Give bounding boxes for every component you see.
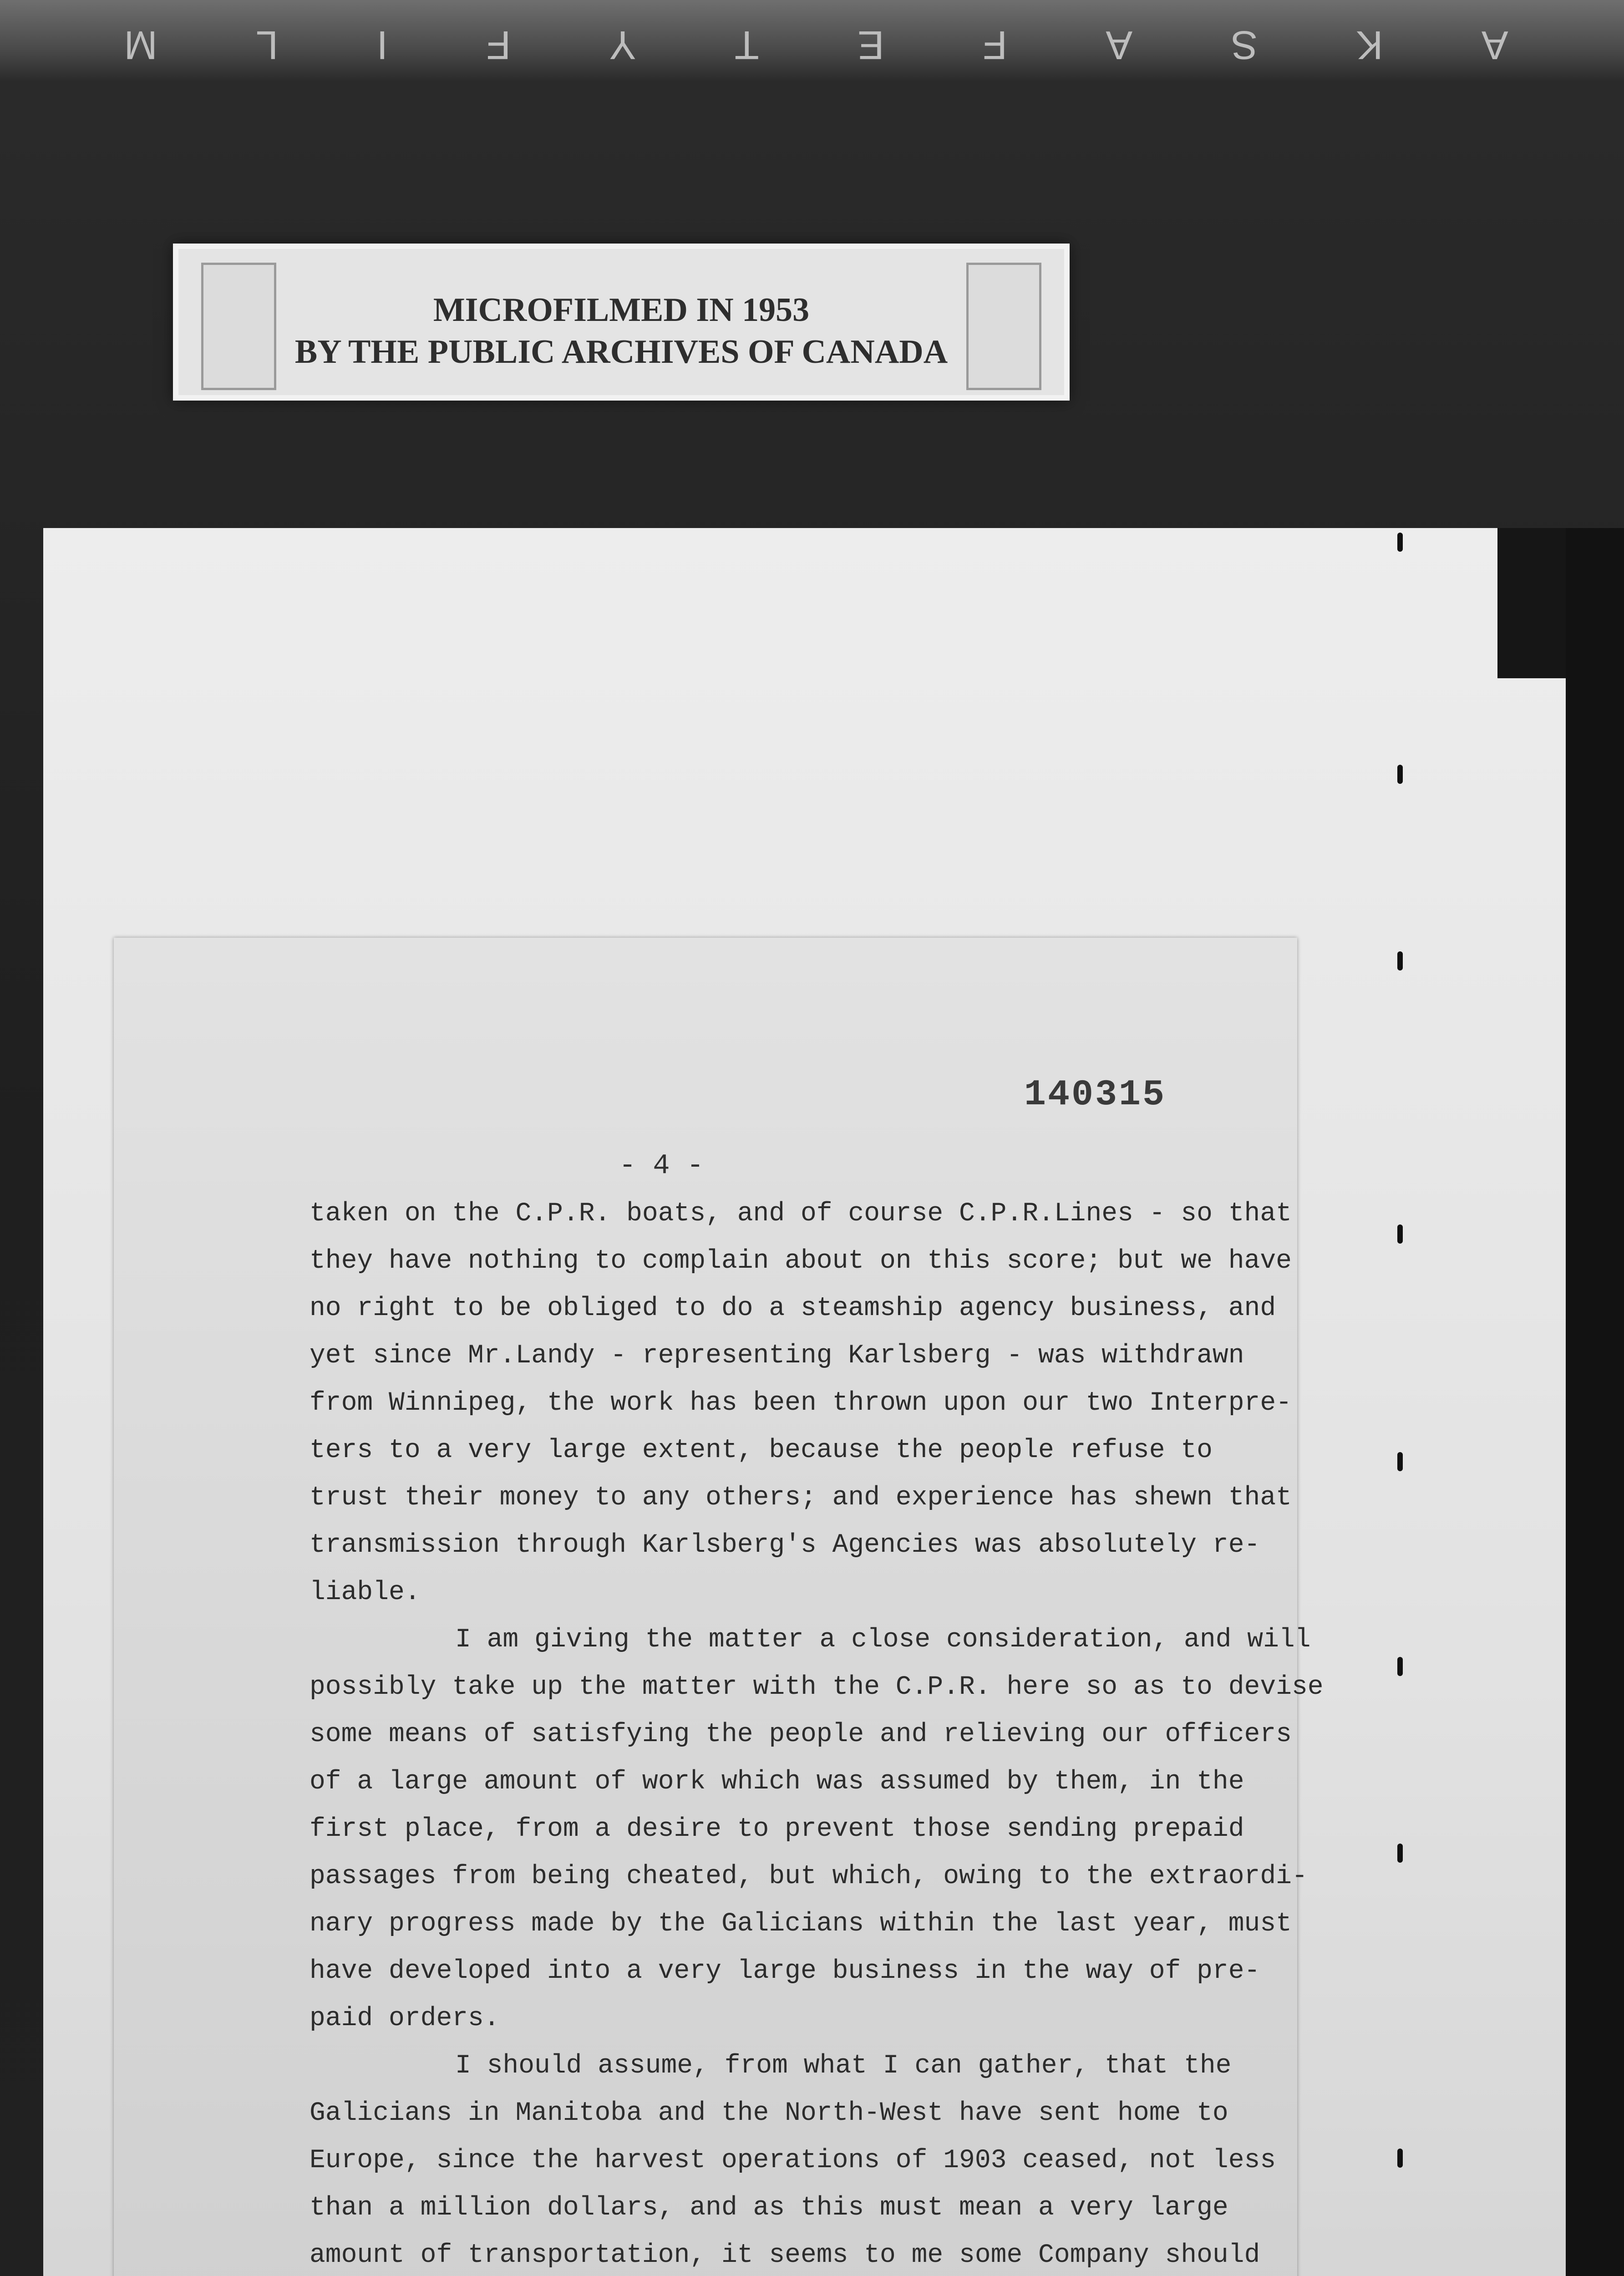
edge-letter: S — [1223, 23, 1258, 68]
film-edge-text — [0, 14, 1624, 68]
text-line: nary progress made by the Galicians within the last year, must — [310, 1909, 1292, 1939]
text-line: I am giving the matter a close consideration, and will — [455, 1625, 1311, 1655]
page-number: - 4 - — [619, 1149, 704, 1182]
text-line: Galicians in Manitoba and the North-West have sent home to — [310, 2098, 1228, 2128]
text-line: no right to be obliged to do a steamship agency business, and — [310, 1294, 1276, 1323]
punch-hole — [1397, 951, 1403, 970]
punch-hole — [1397, 1657, 1403, 1676]
text-line: of a large amount of work which was assumed by them, in the — [310, 1767, 1244, 1797]
film-edge — [0, 0, 1624, 82]
text-line: Europe, since the harvest operations of 1903 ceased, not less — [310, 2146, 1276, 2175]
text-line: have developed into a very large business in the way of pre- — [310, 1956, 1260, 1986]
edge-letter: I — [368, 23, 388, 68]
text-line: amount of transportation, it seems to me some Company should — [310, 2240, 1260, 2270]
paragraph-2 — [310, 1616, 1324, 2042]
edge-letter: F — [974, 23, 1007, 68]
text-line: they have nothing to complain about on this score; but we have — [310, 1246, 1292, 1276]
punch-hole — [1397, 1844, 1403, 1863]
edge-letter: E — [849, 23, 884, 68]
text-line: passages from being cheated, but which, owing to the extraordi- — [310, 1862, 1308, 1891]
punch-hole — [1397, 1224, 1403, 1244]
edge-letter: A — [1473, 23, 1508, 68]
archive-stamp — [173, 244, 1070, 401]
edge-letter: Y — [601, 23, 636, 68]
text-line: from Winnipeg, the work has been thrown upon our two Interpre- — [310, 1388, 1292, 1418]
text-line: trust their money to any others; and experience has shewn that — [310, 1483, 1292, 1513]
edge-letter: F — [478, 23, 511, 68]
text-line: first place, from a desire to prevent those sending prepaid — [310, 1814, 1244, 1844]
stamp-text — [178, 289, 1064, 373]
text-line: I should assume, from what I can gather, that the — [455, 2051, 1232, 2081]
text-line: possibly take up the matter with the C.P.R. here so as to devise — [310, 1672, 1324, 1702]
stamp-line-2: BY THE PUBLIC ARCHIVES OF CANADA — [294, 333, 948, 371]
edge-letter: K — [1348, 23, 1383, 68]
edge-letter: A — [1097, 23, 1133, 68]
text-line: paid orders. — [310, 2004, 500, 2033]
letter-body — [310, 1190, 1324, 2276]
letter-page — [114, 938, 1324, 2276]
text-line: taken on the C.P.R. boats, and of course C.P.R.Lines - so that — [310, 1199, 1292, 1229]
black-tab — [1497, 528, 1566, 678]
text-line: transmission through Karlsberg's Agencies was absolutely re- — [310, 1530, 1260, 1560]
edge-letter: M — [116, 23, 157, 68]
text-line: ters to a very large extent, because the people refuse to — [310, 1436, 1213, 1465]
right-film-strip — [1566, 528, 1624, 2276]
paragraph-3 — [310, 2042, 1311, 2276]
punch-hole — [1397, 2149, 1403, 2168]
punch-hole — [1397, 533, 1403, 552]
paragraph-1 — [310, 1190, 1311, 1616]
punch-hole — [1397, 1452, 1403, 1471]
edge-letter: L — [248, 23, 279, 68]
stamp-line-1: MICROFILMED IN 1953 — [433, 291, 810, 329]
text-line: liable. — [310, 1578, 421, 1607]
document-number: 140315 — [1024, 1074, 1167, 1116]
edge-letter: T — [726, 23, 759, 68]
punch-hole — [1397, 765, 1403, 784]
text-line: some means of satisfying the people and relieving our officers — [310, 1720, 1292, 1749]
text-line: yet since Mr.Landy - representing Karlsberg - was withdrawn — [310, 1341, 1244, 1371]
text-line: than a million dollars, and as this must mean a very large — [310, 2193, 1228, 2223]
